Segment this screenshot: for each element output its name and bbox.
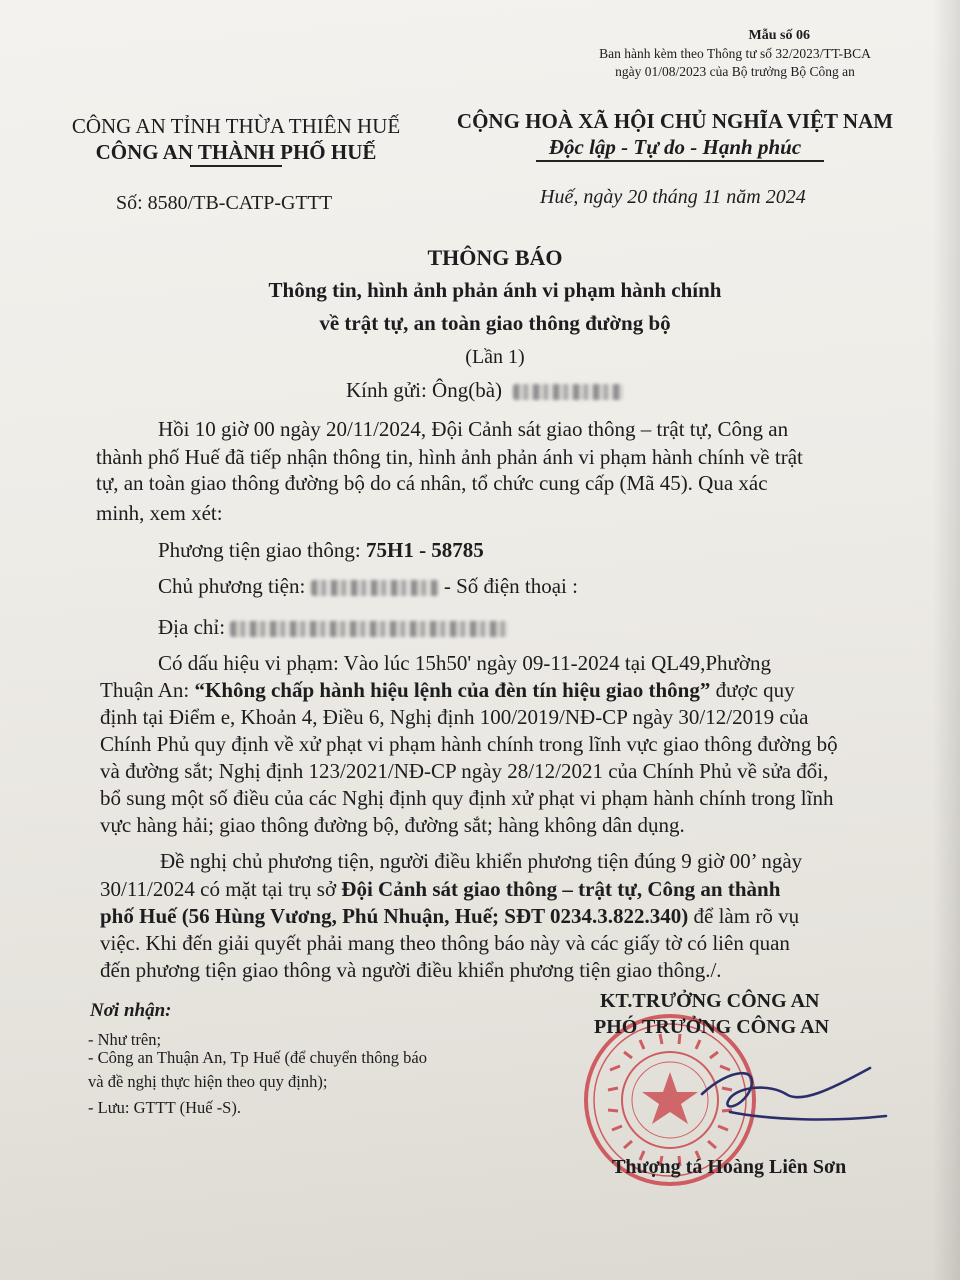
paragraph-1-line-4: minh, xem xét: — [96, 501, 223, 525]
form-reference-line-2: ngày 01/08/2023 của Bộ trưởng Bộ Công an — [615, 64, 855, 79]
page-edge-shadow — [932, 0, 960, 1280]
recipient-item-2-line-2: và đề nghị thực hiện theo quy định); — [88, 1072, 328, 1091]
national-motto: Độc lập - Tự do - Hạnh phúc — [548, 135, 802, 159]
violation-description: “Không chấp hành hiệu lệnh của đèn tín hiệu giao thông” — [194, 678, 711, 702]
issuing-organization: CÔNG AN THÀNH PHỐ HUẾ — [95, 140, 377, 164]
recipient-item-3: - Lưu: GTTT (Huế -S). — [88, 1098, 241, 1117]
office-address: phố Huế (56 Hùng Vương, Phú Nhuận, Huế; SĐT 0234.3.822.340) — [100, 904, 689, 928]
owner-line — [158, 573, 578, 599]
violation-line-2 — [100, 677, 795, 703]
signature-authority-line-2: PHÓ TRƯỞNG CÔNG AN — [594, 1016, 830, 1038]
recipient-item-1: - Như trên; — [88, 1030, 162, 1049]
redacted-recipient-name — [513, 384, 623, 400]
vehicle-label: Phương tiện giao thông: — [158, 538, 366, 562]
redacted-address — [230, 621, 508, 637]
request-line-5: đến phương tiện giao thông và người điều khiển phương tiện giao thông./. — [100, 958, 722, 982]
violation-line-7: vực hàng hải; giao thông đường bộ, đường sắt; hàng không dân dụng. — [100, 813, 685, 837]
request-line-4: việc. Khi đến giải quyết phải mang theo thông báo này và các giấy tờ có liên quan — [100, 931, 790, 955]
notice-edition: (Lần 1) — [465, 346, 525, 368]
vehicle-line — [158, 537, 484, 563]
recipient-salutation — [346, 378, 623, 403]
request-line-2-text: 30/11/2024 có mặt tại trụ sở — [100, 877, 342, 901]
address-line — [158, 614, 508, 640]
violation-line-4: Chính Phủ quy định về xử phạt vi phạm hành chính trong lĩnh vực giao thông đường bộ — [100, 732, 838, 756]
recipient-item-2-line-1: - Công an Thuận An, Tp Huế (để chuyển thông báo — [88, 1048, 427, 1067]
paragraph-1-line-3: tự, an toàn giao thông đường bộ do cá nhân, tổ chức cung cấp (Mã 45). Qua xác — [96, 471, 768, 495]
paragraph-1-line-1: Hồi 10 giờ 00 ngày 20/11/2024, Đội Cảnh sát giao thông – trật tự, Công an — [158, 417, 789, 441]
handwritten-signature — [690, 1060, 890, 1140]
recipients-heading: Nơi nhận: — [90, 1000, 172, 1021]
owner-label: Chủ phương tiện: — [158, 574, 306, 598]
document-subtitle-line-1: Thông tin, hình ảnh phản ánh vi phạm hành chính — [268, 278, 722, 302]
request-line-2 — [100, 876, 780, 902]
form-number: Mẫu số 06 — [748, 28, 810, 43]
phone-label: - Số điện thoại : — [438, 574, 578, 598]
document-subtitle-line-2: về trật tự, an toàn giao thông đường bộ — [319, 311, 671, 335]
redacted-owner-name — [311, 580, 439, 596]
national-title: CỘNG HOÀ XÃ HỘI CHỦ NGHĨA VIỆT NAM — [456, 109, 894, 133]
document-title: THÔNG BÁO — [427, 245, 563, 270]
signature-authority-line-1: KT.TRƯỞNG CÔNG AN — [600, 990, 820, 1012]
motto-underline — [536, 160, 824, 162]
recipient-label: Kính gửi: Ông(bà) — [346, 378, 503, 402]
violation-location-text: Thuận An: — [100, 678, 195, 702]
violation-line-3: định tại Điểm e, Khoản 4, Điều 6, Nghị định 100/2019/NĐ-CP ngày 30/12/2019 của — [100, 705, 809, 729]
request-line-1: Đề nghị chủ phương tiện, người điều khiển phương tiện đúng 9 giờ 00’ ngày — [160, 849, 803, 873]
organization-underline — [190, 165, 282, 167]
address-label: Địa chỉ: — [158, 615, 226, 639]
violation-line-6: bổ sung một số điều của các Nghị định quy định xử phạt vi phạm hành chính trong lĩnh — [100, 786, 834, 810]
violation-line-5: và đường sắt; Nghị định 123/2021/NĐ-CP ngày 28/12/2021 của Chính Phủ về sửa đổi, — [100, 759, 829, 783]
violation-line-2-tail: được quy — [710, 678, 795, 702]
violation-line-1: Có dấu hiệu vi phạm: Vào lúc 15h50' ngày 09-11-2024 tại QL49,Phường — [158, 651, 772, 675]
paragraph-1-line-2: thành phố Huế đã tiếp nhận thông tin, hình ảnh phản ánh vi phạm hành chính về trật — [96, 445, 803, 469]
signer-name: Thượng tá Hoàng Liên Sơn — [612, 1156, 847, 1178]
request-line-3-tail: để làm rõ vụ — [688, 904, 800, 928]
place-and-date: Huế, ngày 20 tháng 11 năm 2024 — [540, 186, 806, 208]
vehicle-plate: 75H1 - 58785 — [365, 538, 484, 562]
document-number: Số: 8580/TB-CATP-GTTT — [116, 192, 333, 214]
office-name: Đội Cảnh sát giao thông – trật tự, Công an thành — [341, 877, 781, 901]
request-line-3 — [100, 903, 799, 929]
form-reference-line-1: Ban hành kèm theo Thông tư số 32/2023/TT-BCA — [599, 46, 871, 61]
parent-organization: CÔNG AN TỈNH THỪA THIÊN HUẾ — [71, 114, 401, 138]
